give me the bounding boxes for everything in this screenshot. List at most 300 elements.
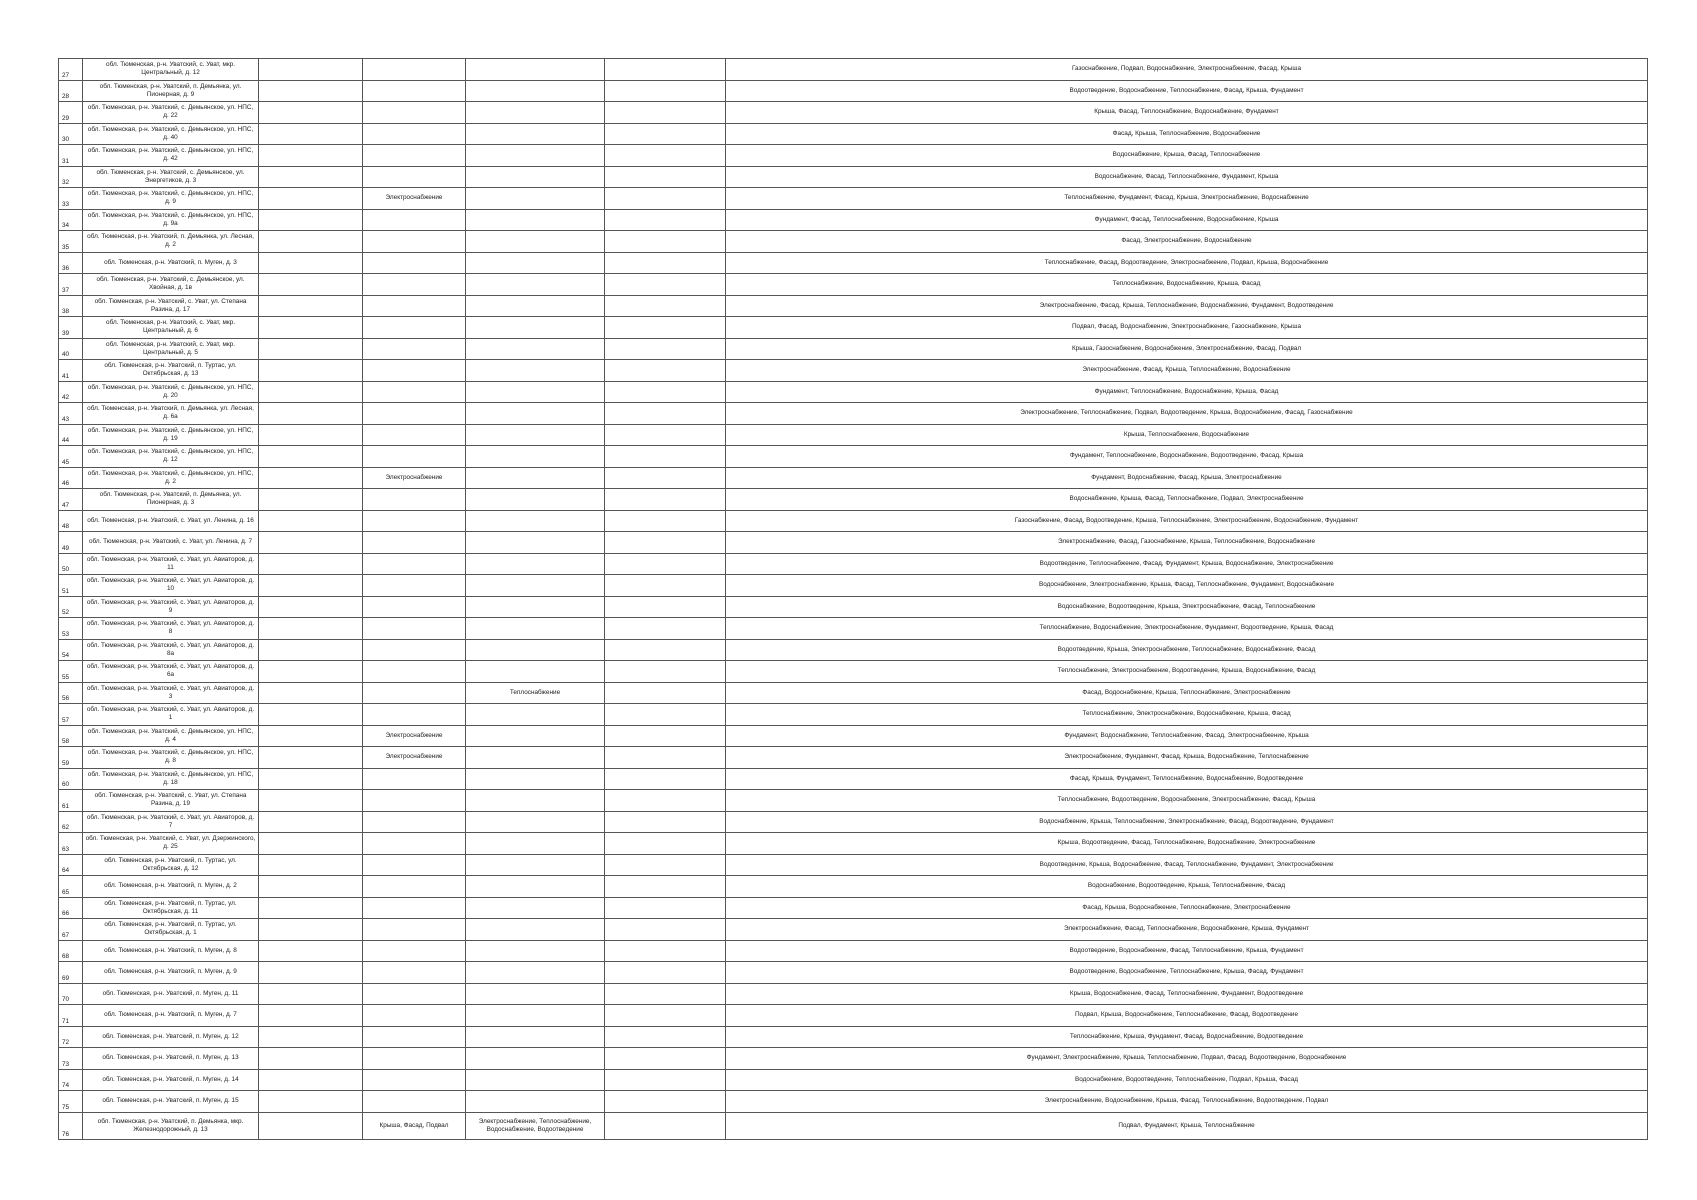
column-5-cell [466,102,605,124]
column-4-cell [363,575,466,597]
column-6-cell [605,1069,726,1091]
row-number-cell: 69 [59,962,83,984]
column-6-cell [605,940,726,962]
table-row [59,510,1648,532]
column-6-cell [605,123,726,145]
row-number-cell: 53 [59,618,83,640]
column-5-cell [466,1069,605,1091]
row-number-cell: 68 [59,940,83,962]
column-4-cell [363,80,466,102]
column-6-cell [605,360,726,382]
column-4-cell [363,295,466,317]
works-list-cell: Фундамент, Водоснабжение, Теплоснабжение, Фасад, Электроснабжение, Крыша [726,725,1648,747]
table-row [59,59,1648,81]
table-row [59,1048,1648,1070]
address-cell: обл. Тюменская, р-н. Уватский, п. Муген, д. 12 [83,1026,259,1048]
column-6-cell [605,983,726,1005]
row-number-cell: 31 [59,145,83,167]
address-cell: обл. Тюменская, р-н. Уватский, п. Муген, д. 3 [83,252,259,274]
works-list-cell: Теплоснабжение, Водоснабжение, Крыша, Фасад [726,274,1648,296]
table-row [59,274,1648,296]
column-3-cell [259,596,363,618]
table-row [59,983,1648,1005]
column-5-cell [466,639,605,661]
address-cell: обл. Тюменская, р-н. Уватский, п. Туртас, ул. Октябрьская, д. 1 [83,919,259,941]
row-number-cell: 42 [59,381,83,403]
works-list-cell: Электроснабжение, Водоснабжение, Крыша, Фасад, Теплоснабжение, Водоотведение, Подвал [726,1091,1648,1113]
column-6-cell [605,811,726,833]
column-6-cell [605,1005,726,1027]
column-3-cell [259,553,363,575]
table-row [59,188,1648,210]
column-6-cell [605,919,726,941]
works-list-cell: Водоснабжение, Водоотведение, Крыша, Электроснабжение, Фасад, Теплоснабжение [726,596,1648,618]
table-row [59,1005,1648,1027]
column-6-cell [605,1026,726,1048]
table-row [59,317,1648,339]
table-row [59,1091,1648,1113]
table-row [59,209,1648,231]
address-cell: обл. Тюменская, р-н. Уватский, с. Уват, ул. Авиаторов, д. 1 [83,704,259,726]
column-6-cell [605,596,726,618]
address-cell: обл. Тюменская, р-н. Уватский, п. Муген, д. 7 [83,1005,259,1027]
works-list-cell: Фасад, Электроснабжение, Водоснабжение [726,231,1648,253]
address-cell: обл. Тюменская, р-н. Уватский, п. Муген, д. 8 [83,940,259,962]
column-4-cell [363,983,466,1005]
column-5-cell [466,231,605,253]
address-cell: обл. Тюменская, р-н. Уватский, с. Уват, ул. Авиаторов, д. 6а [83,661,259,683]
column-6-cell [605,704,726,726]
column-5-cell [466,252,605,274]
works-list-cell: Фундамент, Фасад, Теплоснабжение, Водоснабжение, Крыша [726,209,1648,231]
works-list-cell: Водоснабжение, Крыша, Фасад, Теплоснабжение [726,145,1648,167]
address-cell: обл. Тюменская, р-н. Уватский, п. Муген, д. 11 [83,983,259,1005]
table-row [59,596,1648,618]
address-cell: обл. Тюменская, р-н. Уватский, п. Демьянка, ул. Лесная, д. 2 [83,231,259,253]
column-5-cell [466,962,605,984]
column-3-cell [259,983,363,1005]
address-cell: обл. Тюменская, р-н. Уватский, с. Уват, ул. Авиаторов, д. 3 [83,682,259,704]
column-5-cell [466,510,605,532]
row-number-cell: 65 [59,876,83,898]
column-6-cell [605,1112,726,1139]
column-3-cell [259,252,363,274]
column-6-cell [605,833,726,855]
column-6-cell [605,252,726,274]
column-4-cell [363,510,466,532]
column-3-cell [259,897,363,919]
column-4-cell [363,962,466,984]
column-6-cell [605,575,726,597]
row-number-cell: 74 [59,1069,83,1091]
column-5-cell [466,80,605,102]
column-4-cell [363,59,466,81]
row-number-cell: 56 [59,682,83,704]
row-number-cell: 35 [59,231,83,253]
works-list-cell: Водоотведение, Крыша, Электроснабжение, Теплоснабжение, Водоснабжение, Фасад [726,639,1648,661]
address-cell: обл. Тюменская, р-н. Уватский, с. Демьянское, ул. НПС, д. 2 [83,467,259,489]
address-cell: обл. Тюменская, р-н. Уватский, с. Демьянское, ул. НПС, д. 20 [83,381,259,403]
column-4-cell [363,618,466,640]
column-3-cell [259,811,363,833]
row-number-cell: 60 [59,768,83,790]
column-6-cell [605,768,726,790]
column-4-cell [363,381,466,403]
column-6-cell [605,145,726,167]
works-list-cell: Электроснабжение, Фундамент, Фасад, Крыша, Водоснабжение, Теплоснабжение [726,747,1648,769]
table-row [59,661,1648,683]
works-list-cell: Водоснабжение, Фасад, Теплоснабжение, Фундамент, Крыша [726,166,1648,188]
column-4-cell [363,553,466,575]
address-cell: обл. Тюменская, р-н. Уватский, с. Демьянское, ул. НПС, д. 40 [83,123,259,145]
row-number-cell: 76 [59,1112,83,1139]
address-cell: обл. Тюменская, р-н. Уватский, с. Уват, ул. Степана Разина, д. 17 [83,295,259,317]
column-5-cell [466,295,605,317]
column-5-cell [466,166,605,188]
works-list-cell: Водоснабжение, Водоотведение, Крыша, Теплоснабжение, Фасад [726,876,1648,898]
column-3-cell [259,360,363,382]
table-row [59,360,1648,382]
row-number-cell: 34 [59,209,83,231]
table-row [59,295,1648,317]
address-cell: обл. Тюменская, р-н. Уватский, с. Демьянское, ул. НПС, д. 12 [83,446,259,468]
address-cell: обл. Тюменская, р-н. Уватский, с. Уват, ул. Дзержинского, д. 25 [83,833,259,855]
address-cell: обл. Тюменская, р-н. Уватский, п. Демьянка, ул. Пионерная, д. 9 [83,80,259,102]
table-row [59,123,1648,145]
table-body [59,59,1648,1140]
column-4-cell [363,317,466,339]
column-4-cell [363,661,466,683]
column-4-cell [363,833,466,855]
column-5-cell: Электроснабжение, Теплоснабжение, Водоснабжение, Водоотведение [466,1112,605,1139]
works-list-cell: Фундамент, Водоснабжение, Фасад, Крыша, Электроснабжение [726,467,1648,489]
column-6-cell [605,446,726,468]
column-3-cell [259,338,363,360]
works-list-cell: Фасад, Крыша, Водоснабжение, Теплоснабжение, Электроснабжение [726,897,1648,919]
column-4-cell [363,102,466,124]
table-row [59,381,1648,403]
table-row [59,1112,1648,1139]
column-5-cell [466,317,605,339]
works-list-cell: Водоотведение, Крыша, Водоснабжение, Фасад, Теплоснабжение, Фундамент, Электроснабжение [726,854,1648,876]
column-4-cell [363,876,466,898]
column-5-cell [466,274,605,296]
column-3-cell [259,317,363,339]
column-3-cell [259,962,363,984]
column-4-cell: Электроснабжение [363,188,466,210]
row-number-cell: 59 [59,747,83,769]
table-row [59,833,1648,855]
column-5-cell [466,1091,605,1113]
column-6-cell [605,876,726,898]
table-row [59,618,1648,640]
column-3-cell [259,1005,363,1027]
column-4-cell [363,489,466,511]
address-cell: обл. Тюменская, р-н. Уватский, с. Уват, мкр. Центральный, д. 5 [83,338,259,360]
column-5-cell [466,747,605,769]
row-number-cell: 49 [59,532,83,554]
column-6-cell [605,532,726,554]
address-cell: обл. Тюменская, р-н. Уватский, с. Демьянское, ул. НПС, д. 9 [83,188,259,210]
column-4-cell [363,940,466,962]
column-3-cell [259,618,363,640]
column-3-cell [259,231,363,253]
table-row [59,704,1648,726]
works-list-cell: Водоснабжение, Крыша, Фасад, Теплоснабжение, Подвал, Электроснабжение [726,489,1648,511]
column-4-cell [363,1069,466,1091]
column-4-cell [363,1005,466,1027]
column-3-cell [259,188,363,210]
works-list-cell: Электроснабжение, Фасад, Крыша, Теплоснабжение, Водоснабжение [726,360,1648,382]
column-5-cell [466,446,605,468]
column-3-cell [259,467,363,489]
column-4-cell [363,424,466,446]
column-5-cell [466,1026,605,1048]
column-5-cell [466,338,605,360]
column-6-cell [605,618,726,640]
address-cell: обл. Тюменская, р-н. Уватский, с. Демьянское, ул. НПС, д. 9а [83,209,259,231]
row-number-cell: 51 [59,575,83,597]
column-3-cell [259,209,363,231]
column-5-cell [466,188,605,210]
column-3-cell [259,1091,363,1113]
address-cell: обл. Тюменская, р-н. Уватский, с. Уват, ул. Авиаторов, д. 9 [83,596,259,618]
column-4-cell [363,231,466,253]
column-5-cell [466,467,605,489]
table-row [59,940,1648,962]
column-6-cell [605,102,726,124]
column-3-cell [259,876,363,898]
row-number-cell: 39 [59,317,83,339]
column-4-cell [363,1026,466,1048]
row-number-cell: 75 [59,1091,83,1113]
works-list-cell: Водоотведение, Теплоснабжение, Фасад, Фундамент, Крыша, Водоснабжение, Электроснабжение [726,553,1648,575]
column-4-cell [363,145,466,167]
table-row [59,1069,1648,1091]
table-row [59,1026,1648,1048]
row-number-cell: 61 [59,790,83,812]
table-row [59,446,1648,468]
column-6-cell [605,639,726,661]
works-list-cell: Фасад, Водоснабжение, Крыша, Теплоснабжение, Электроснабжение [726,682,1648,704]
column-3-cell [259,295,363,317]
address-cell: обл. Тюменская, р-н. Уватский, п. Муген, д. 9 [83,962,259,984]
table-row [59,575,1648,597]
column-3-cell [259,1069,363,1091]
row-number-cell: 50 [59,553,83,575]
row-number-cell: 64 [59,854,83,876]
column-4-cell [363,682,466,704]
column-5-cell [466,940,605,962]
column-5-cell [466,553,605,575]
column-3-cell [259,59,363,81]
row-number-cell: 66 [59,897,83,919]
column-3-cell [259,704,363,726]
table-row [59,919,1648,941]
column-4-cell [363,403,466,425]
table-row [59,338,1648,360]
row-number-cell: 30 [59,123,83,145]
row-number-cell: 32 [59,166,83,188]
column-3-cell [259,768,363,790]
column-6-cell [605,962,726,984]
works-list-cell: Теплоснабжение, Водоснабжение, Электроснабжение, Фундамент, Водоотведение, Крыша, Фасад [726,618,1648,640]
column-4-cell [363,166,466,188]
column-6-cell [605,59,726,81]
column-3-cell [259,790,363,812]
column-4-cell [363,209,466,231]
address-cell: обл. Тюменская, р-н. Уватский, с. Уват, ул. Авиаторов, д. 7 [83,811,259,833]
table-row [59,897,1648,919]
address-cell: обл. Тюменская, р-н. Уватский, с. Демьянское, ул. НПС, д. 42 [83,145,259,167]
column-4-cell: Электроснабжение [363,747,466,769]
column-3-cell [259,1112,363,1139]
works-list-cell: Водоснабжение, Водоотведение, Теплоснабжение, Подвал, Крыша, Фасад [726,1069,1648,1091]
column-3-cell [259,725,363,747]
table-row [59,962,1648,984]
address-cell: обл. Тюменская, р-н. Уватский, п. Туртас, ул. Октябрьская, д. 11 [83,897,259,919]
address-cell: обл. Тюменская, р-н. Уватский, п. Демьянка, ул. Лесная, д. 6а [83,403,259,425]
column-4-cell [363,790,466,812]
column-3-cell [259,940,363,962]
works-list-cell: Электроснабжение, Фасад, Крыша, Теплоснабжение, Водоснабжение, Фундамент, Водоотведение [726,295,1648,317]
row-number-cell: 72 [59,1026,83,1048]
works-list-cell: Водоотведение, Водоснабжение, Фасад, Теплоснабжение, Крыша, Фундамент [726,940,1648,962]
column-4-cell [363,768,466,790]
column-3-cell [259,381,363,403]
column-6-cell [605,166,726,188]
column-4-cell: Крыша, Фасад, Подвал [363,1112,466,1139]
row-number-cell: 36 [59,252,83,274]
row-number-cell: 63 [59,833,83,855]
column-5-cell [466,403,605,425]
column-4-cell [363,360,466,382]
works-list-cell: Подвал, Фундамент, Крыша, Теплоснабжение [726,1112,1648,1139]
column-6-cell [605,790,726,812]
address-cell: обл. Тюменская, р-н. Уватский, с. Уват, ул. Ленина, д. 16 [83,510,259,532]
table-row [59,489,1648,511]
row-number-cell: 43 [59,403,83,425]
column-6-cell [605,854,726,876]
works-list-cell: Фундамент, Теплоснабжение, Водоснабжение, Водоотведение, Фасад, Крыша [726,446,1648,468]
table-row [59,854,1648,876]
table-row [59,639,1648,661]
address-cell: обл. Тюменская, р-н. Уватский, с. Демьянское, ул. Хвойная, д. 1в [83,274,259,296]
works-list-cell: Подвал, Фасад, Водоснабжение, Электроснабжение, Газоснабжение, Крыша [726,317,1648,339]
column-3-cell [259,854,363,876]
row-number-cell: 46 [59,467,83,489]
works-list-cell: Электроснабжение, Теплоснабжение, Подвал, Водоотведение, Крыша, Водоснабжение, Фасад, Газоснабжение [726,403,1648,425]
works-list-cell: Крыша, Водоотведение, Фасад, Теплоснабжение, Водоснабжение, Электроснабжение [726,833,1648,855]
column-6-cell [605,725,726,747]
column-6-cell [605,747,726,769]
column-6-cell [605,80,726,102]
address-cell: обл. Тюменская, р-н. Уватский, п. Муген, д. 13 [83,1048,259,1070]
column-5-cell [466,919,605,941]
column-4-cell [363,811,466,833]
works-list-cell: Водоотведение, Водоснабжение, Теплоснабжение, Фасад, Крыша, Фундамент [726,80,1648,102]
row-number-cell: 40 [59,338,83,360]
column-6-cell [605,274,726,296]
works-list-cell: Водоснабжение, Электроснабжение, Крыша, Фасад, Теплоснабжение, Фундамент, Водоснабжение [726,575,1648,597]
column-3-cell [259,80,363,102]
works-list-cell: Крыша, Фасад, Теплоснабжение, Водоснабжение, Фундамент [726,102,1648,124]
table-row [59,252,1648,274]
works-list-cell: Теплоснабжение, Фундамент, Фасад, Крыша, Электроснабжение, Водоснабжение [726,188,1648,210]
table-row [59,102,1648,124]
table-row [59,553,1648,575]
column-5-cell [466,854,605,876]
column-5-cell [466,381,605,403]
works-list-cell: Крыша, Водоснабжение, Фасад, Теплоснабжение, Фундамент, Водоотведение [726,983,1648,1005]
column-5-cell [466,897,605,919]
works-list-cell: Фасад, Крыша, Фундамент, Теплоснабжение, Водоснабжение, Водоотведение [726,768,1648,790]
column-5-cell [466,790,605,812]
column-6-cell [605,231,726,253]
column-3-cell [259,747,363,769]
works-list-cell: Фундамент, Электроснабжение, Крыша, Теплоснабжение, Подвал, Фасад, Водоотведение, Водоснабжение [726,1048,1648,1070]
column-3-cell [259,532,363,554]
column-6-cell [605,510,726,532]
column-6-cell [605,381,726,403]
column-3-cell [259,1026,363,1048]
column-4-cell [363,532,466,554]
row-number-cell: 45 [59,446,83,468]
address-cell: обл. Тюменская, р-н. Уватский, п. Туртас, ул. Октябрьская, д. 12 [83,854,259,876]
address-cell: обл. Тюменская, р-н. Уватский, с. Демьянское, ул. НПС, д. 4 [83,725,259,747]
column-5-cell [466,59,605,81]
column-5-cell [466,833,605,855]
works-list-cell: Подвал, Крыша, Водоснабжение, Теплоснабжение, Фасад, Водоотведение [726,1005,1648,1027]
column-4-cell [363,446,466,468]
column-4-cell [363,639,466,661]
table-row [59,403,1648,425]
works-list-cell: Фундамент, Теплоснабжение, Водоснабжение, Крыша, Фасад [726,381,1648,403]
works-list-cell: Фасад, Крыша, Теплоснабжение, Водоснабжение [726,123,1648,145]
works-list-cell: Водоснабжение, Крыша, Теплоснабжение, Электроснабжение, Фасад, Водоотведение, Фундамент [726,811,1648,833]
column-5-cell [466,424,605,446]
column-6-cell [605,897,726,919]
address-cell: обл. Тюменская, р-н. Уватский, с. Уват, ул. Степана Разина, д. 19 [83,790,259,812]
column-5-cell [466,811,605,833]
address-cell: обл. Тюменская, р-н. Уватский, с. Уват, ул. Авиаторов, д. 8а [83,639,259,661]
works-list-cell: Газоснабжение, Фасад, Водоотведение, Крыша, Теплоснабжение, Электроснабжение, Водоснабжение, Фундамент [726,510,1648,532]
column-5-cell [466,209,605,231]
row-number-cell: 62 [59,811,83,833]
row-number-cell: 52 [59,596,83,618]
column-5-cell: Теплоснабжение [466,682,605,704]
row-number-cell: 73 [59,1048,83,1070]
table-row [59,768,1648,790]
column-3-cell [259,102,363,124]
row-number-cell: 33 [59,188,83,210]
works-list-cell: Электроснабжение, Фасад, Газоснабжение, Крыша, Теплоснабжение, Водоснабжение [726,532,1648,554]
column-5-cell [466,704,605,726]
column-5-cell [466,983,605,1005]
address-cell: обл. Тюменская, р-н. Уватский, п. Муген, д. 14 [83,1069,259,1091]
works-list-cell: Теплоснабжение, Электроснабжение, Водоотведение, Крыша, Водоснабжение, Фасад [726,661,1648,683]
column-3-cell [259,682,363,704]
address-cell: обл. Тюменская, р-н. Уватский, п. Туртас, ул. Октябрьская, д. 13 [83,360,259,382]
works-list-cell: Крыша, Теплоснабжение, Водоснабжение [726,424,1648,446]
column-6-cell [605,489,726,511]
column-3-cell [259,166,363,188]
column-4-cell: Электроснабжение [363,467,466,489]
column-4-cell [363,252,466,274]
column-3-cell [259,424,363,446]
row-number-cell: 27 [59,59,83,81]
column-6-cell [605,209,726,231]
